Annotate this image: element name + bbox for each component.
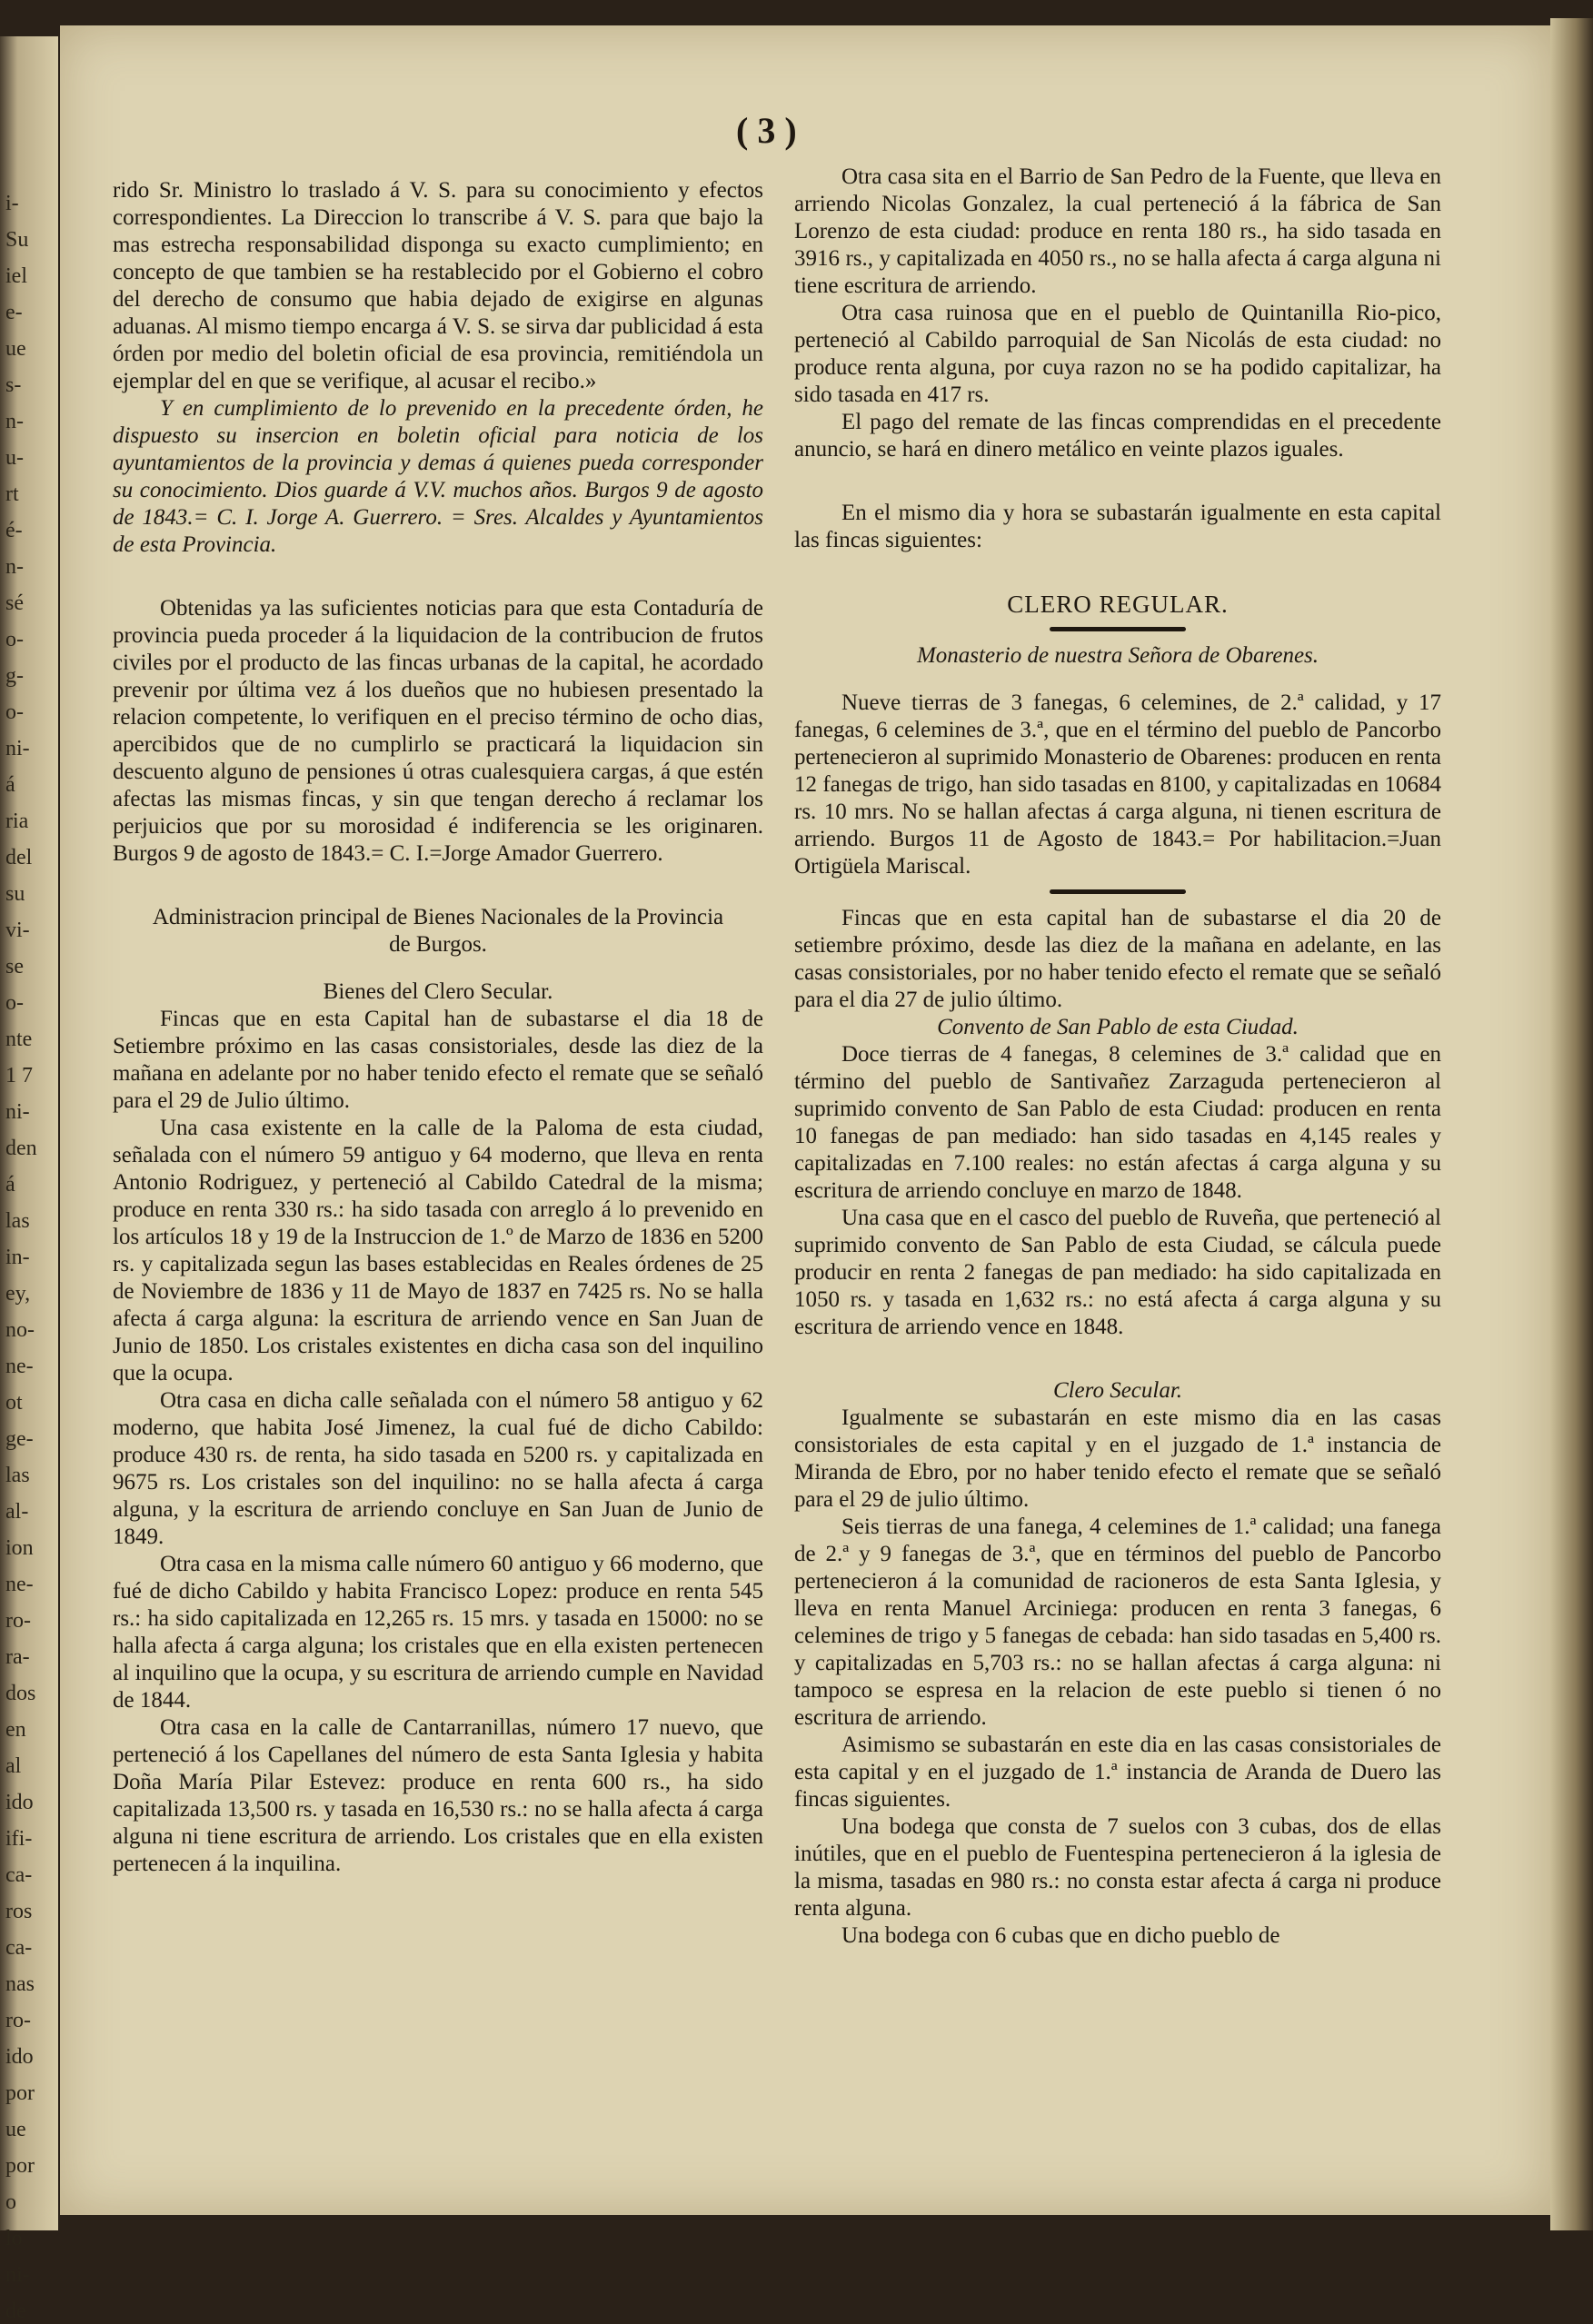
margin-fragment: ue	[5, 337, 26, 361]
right-paragraph: Una bodega que consta de 7 suelos con 3 cubas, dos de ellas inútiles, que en el pueblo de Fuentespina pertenecieron á la iglesia de la misma, tasadas en 980 rs.: no consta estar afecta á carga ni produce renta alguna.	[794, 1814, 1441, 1921]
margin-fragment: ne-	[5, 1355, 34, 1378]
margin-fragment: o-	[5, 991, 24, 1015]
contaduria-paragraph: Obtenidas ya las suficientes noticias para que esta Contaduría de provincia pueda proceder á la liquidacion de la contribucion de frutos civiles por el producto de las fincas urbanas de la capital, he acordado prevenir por última vez á los dueños que no hubiesen presentado la relacion competente, lo verifiquen en el preciso término de ocho dias, apercibidos que de no cumplirlo se practicará la liquidacion sin descuento alguno de pensiones ú otras cualesquiera cargas, á que estén afectas las mismas fincas, y sin que tengan derecho á reclamar los perjuicios que por su morosidad é indiferencia se les originaren. Burgos 9 de agosto de 1843.= C. I.=Jorge Amador Guerrero.	[113, 596, 763, 866]
margin-fragment: sé	[5, 591, 24, 615]
right-paragraph: Una casa que en el casco del pueblo de Ruveña, que perteneció al suprimido convento de San Pablo de esta Ciudad, se cálcula puede producir en renta 2 fanegas de pan mediado: ha sido capitalizada en 1050 rs. y tasada en 1,632 rs.: no está afecta á carga alguna y su escritura de arriendo vence en 1848.	[794, 1206, 1441, 1339]
left-paragraph: Otra casa en dicha calle señalada con el número 58 antiguo y 62 moderno, que habita José Jimenez, la cual fué de dicho Cabildo: produce 430 rs. de renta, ha sido tasada en 5200 rs. y capitalizada en 9675 rs. Los cristales son del inquilino: no se halla afecta á carga alguna, y la escritura de arriendo concluye en San Juan de Junio de 1849.	[113, 1388, 763, 1549]
margin-fragment: in-	[5, 1246, 30, 1269]
margin-fragment: vi-	[5, 919, 30, 942]
margin-fragment: dos	[5, 1682, 36, 1705]
margin-fragment: rt	[5, 482, 19, 506]
margin-fragment: ros	[5, 1900, 33, 1923]
right-paragraph: El pago del remate de las fincas comprendidas en el precedente anuncio, se hará en dinero metálico en veinte plazos iguales.	[794, 410, 1441, 462]
right-paragraph: En el mismo dia y hora se subastarán igualmente en esta capital las fincas siguientes:	[794, 501, 1441, 552]
left-paragraph: Fincas que en esta Capital han de subastarse el dia 18 de Setiembre próximo en las casas consistoriales, desde las diez de la mañana en adelante por no haber tenido efecto el remate que se señaló para el 29 de Julio último.	[113, 1007, 763, 1113]
margin-fragment: ni-	[5, 2263, 30, 2287]
right-paragraph: Otra casa sita en el Barrio de San Pedro de la Fuente, que lleva en arriendo Nicolas Gonzalez, la cual perteneció á la fábrica de San Lorenzo de esta ciudad: produce en renta 180 rs., ha sido tasada en 3916 rs., y capitalizada en 4050 rs., no se halla afecta á carga alguna ni tiene escritura de arriendo.	[794, 164, 1441, 298]
divider-rule	[1050, 627, 1186, 631]
right-paragraph: Una bodega con 6 cubas que en dicho pueblo de	[841, 1923, 1280, 1948]
italic-order-paragraph: Y en cumplimiento de lo prevenido en la precedente órden, he dispuesto su insercion en boletin oficial para noticia de los ayuntamientos de la provincia y demas á quienes pueda corresponder su conocimiento. Dios guarde á V.V. muchos años. Burgos 9 de agosto de 1843.= C. I. Jorge A. Guerrero. = Sres. Alcaldes y Ayuntamientos de esta Provincia.	[113, 396, 763, 557]
margin-fragment: iel	[5, 264, 27, 288]
intro-paragraph: rido Sr. Ministro lo traslado á V. S. para su conocimiento y efectos correspondientes. La Direccion lo transcribe á V. S. para que bajo la mas estrecha responsabilidad disponga su exacto cumplimiento; en concepto de que tambien se ha restablecido por el Gobierno el cobro del derecho de consumo que habia dejado de exigirse en algunas aduanas. Al mismo tiempo encarga á V. S. se sirva dar publicidad á esta órden por medio del boletin oficial de esa provincia, remitiéndola un ejemplar del en que se verifique, al acusar el recibo.»	[113, 178, 763, 393]
margin-fragment: ot	[5, 1391, 23, 1415]
margin-fragment: ro-	[5, 2009, 31, 2032]
divider-rule	[1050, 889, 1186, 894]
left-paragraph: Otra casa en la calle de Cantarranillas, número 17 nuevo, que perteneció á los Capellanes del número de esta Santa Iglesia y habita Doña María Pilar Estevez: produce en renta 600 rs., ha sido capitalizada 13,500 rs. y tasada en 16,530 rs.: no se halla afecta á carga alguna ni tiene escritura de arriendo. Los cristales que en ella existen pertenecen á la inquilina.	[113, 1715, 763, 1876]
margin-fragment: no-	[5, 1318, 35, 1342]
left-paragraph: Una casa existente en la calle de la Paloma de esta ciudad, señalada con el número 59 antiguo y 64 moderno, que lleva en renta Antonio Rodriguez, y perteneció al Cabildo Catedral de la misma; produce en renta 330 rs.: ha sido tasada con arreglo á lo prevenido en los artículos 18 y 19 de la Instruccion de 1.º de Marzo de 1836 en 5200 rs. y capitalizada segun las bases establecidas en Reales órdenes de 25 de Noviembre de 1836 y 11 de Mayo de 1837 en 7425 rs. No se halla afecta á carga alguna: la escritura de arriendo vence en San Juan de Junio de 1850. Los cristales existentes en dicha casa son del inquilino que la ocupa.	[113, 1116, 763, 1385]
margin-fragment: nas	[5, 1972, 35, 1996]
margin-fragment: n-	[5, 410, 24, 433]
margin-fragment: ni-	[5, 1100, 30, 1124]
margin-fragment: por	[5, 2154, 35, 2178]
margin-fragment: ca-	[5, 1863, 33, 1887]
margin-fragment: 1 7	[5, 1064, 33, 1088]
margin-fragment: o-	[5, 628, 24, 651]
margin-fragment: nte	[5, 1028, 33, 1051]
margin-fragment: ido	[5, 1791, 34, 1814]
margin-fragment: se	[5, 955, 24, 978]
margin-fragment: é-	[5, 519, 23, 542]
margin-fragment: ido	[5, 2045, 34, 2069]
margin-fragment: á	[5, 773, 15, 797]
margin-fragment: su	[5, 882, 25, 906]
left-column	[113, 177, 763, 1878]
monasterio-heading: Monasterio de nuestra Señora de Obarenes.	[916, 643, 1319, 668]
right-paragraph: Fincas que en esta capital han de subastarse el dia 20 de setiembre próximo, desde las diez de la mañana en adelante, en las casas consistoriales, por no haber tenido efecto el remate que se señaló para el dia 27 de julio último.	[794, 906, 1441, 1012]
margin-fragment: á	[5, 1173, 15, 1197]
margin-fragment: o	[5, 2190, 16, 2214]
margin-fragment: ca-	[5, 1936, 33, 1960]
clero-regular-heading: CLERO REGULAR.	[1007, 591, 1229, 618]
margin-fragment: ro-	[5, 1609, 31, 1633]
right-paragraph: Nueve tierras de 3 fanegas, 6 celemines, de 2.ª calidad, y 17 fanegas, 6 celemines de 3.ª, que en el término del pueblo de Pancorbo pertenecieron al suprimido Monasterio de Obarenes: producen en renta 12 fanegas de trigo, han sido tasadas en 8100, y capitalizadas en 10684 rs. 10 mrs. No se hallan afectas á carga alguna, ni tienen escritura de arriendo. Burgos 11 de Agosto de 1843.= Por habilitacion.=Juan Ortigüela Mariscal.	[794, 690, 1441, 879]
page-number: ( 3 )	[736, 110, 797, 151]
margin-fragment: ni-	[5, 737, 30, 760]
right-paragraph: Otra casa ruinosa que en el pueblo de Quintanilla Rio-pico, perteneció al Cabildo parroquial de San Nicolás de esta ciudad: no produce renta alguna, por cuya razon no se ha podido capitalizar, ha sido tasada en 417 rs.	[794, 301, 1441, 407]
margin-fragment: o-	[5, 700, 24, 724]
right-paragraph: Asimismo se subastarán en este dia en las casas consistoriales de esta capital y en el juzgado de 1.ª instancia de Aranda de Duero las fincas siguientes.	[794, 1733, 1441, 1812]
margin-fragment: al-	[5, 1500, 29, 1524]
convento-heading: Convento de San Pablo de esta Ciudad.	[937, 1015, 1299, 1039]
left-paragraph: Otra casa en la misma calle número 60 antiguo y 66 moderno, que fué de dicho Cabildo y habita Francisco Lopez: produce en renta 545 rs.: ha sido capitalizada en 12,265 rs. 15 mrs. y tasada en 15000: no se halla afecta á carga alguna; los cristales que en ella existen pertenecen al inquilino que la ocupa, y su escritura de arriendo cumple en Navidad de 1844.	[113, 1552, 763, 1713]
administration-heading: Administracion principal de Bienes Nacionales de la Provincia de Burgos.	[152, 905, 724, 957]
right-column	[794, 164, 1441, 1950]
margin-fragment: s-	[5, 373, 22, 397]
margin-fragment: al	[5, 1754, 22, 1778]
margin-fragment: i-	[5, 192, 19, 215]
margin-fragment: ra-	[5, 1645, 30, 1669]
margin-fragment: ey,	[5, 1282, 31, 1306]
bienes-heading: Bienes del Clero Secular.	[323, 979, 553, 1004]
margin-fragment: ifi-	[5, 1827, 33, 1851]
right-paragraph: Seis tierras de una fanega, 4 celemines de 1.ª calidad; una fanega de 2.ª y 9 fanegas de 3.ª, que en términos del pueblo de Pancorbo pertenecieron á la comunidad de racioneros de esta Santa Iglesia, y lleva en renta Manuel Arciniega: producen en renta 3 fanegas, 6 celemines de trigo y 5 fanegas de cebada: han sido tasadas en 5,400 rs. y capitalizadas en 5,703 rs.: no se hallan afectas á carga alguna: ni tampoco se espresa en la relacion de este pueblo si tienen ó no escritura de arriendo.	[794, 1515, 1441, 1730]
adjacent-page-edge	[0, 36, 58, 2323]
margin-fragment: u-	[5, 446, 24, 470]
margin-fragment: Su	[5, 228, 29, 252]
margin-fragment: del	[5, 846, 33, 869]
margin-fragment: ion	[5, 1536, 34, 1560]
margin-fragment: ne-	[5, 1573, 34, 1596]
margin-fragment: g-	[5, 664, 24, 688]
margin-fragment: ge-	[5, 1427, 34, 1451]
page-edge-right	[1550, 18, 1593, 2230]
right-paragraph: Igualmente se subastarán en este mismo dia en las casas consistoriales de esta capital y en el juzgado de 1.ª instancia de Miranda de Ebro, por no haber tenido efecto el remate que se señaló para el 29 de julio último.	[794, 1405, 1441, 1512]
clero-secular-heading: Clero Secular.	[1052, 1378, 1183, 1403]
right-paragraph: Doce tierras de 4 fanegas, 8 celemines de 3.ª calidad que en término del pueblo de Santivañez Zarzaguda pertenecieron al suprimido convento de San Pablo de esta Ciudad: producen en renta 10 fanegas de pan mediado: han sido tasadas en 4,145 reales y capitalizadas en 7.100 reales: no están afectas á carga alguna y su escritura de arriendo concluye en marzo de 1848.	[794, 1042, 1441, 1203]
margin-fragment: e-	[5, 301, 23, 324]
margin-fragment: de	[5, 2299, 26, 2323]
margin-fragment: lo	[5, 2227, 23, 2250]
margin-fragment: las	[5, 1464, 30, 1487]
margin-fragment: ue	[5, 2118, 26, 2141]
margin-fragment: n-	[5, 555, 24, 579]
margin-fragment: en	[5, 1718, 26, 1742]
margin-fragment: den	[5, 1137, 37, 1160]
margin-fragment: ria	[5, 809, 29, 833]
margin-fragment: las	[5, 1209, 30, 1233]
margin-fragment: por	[5, 2081, 35, 2105]
